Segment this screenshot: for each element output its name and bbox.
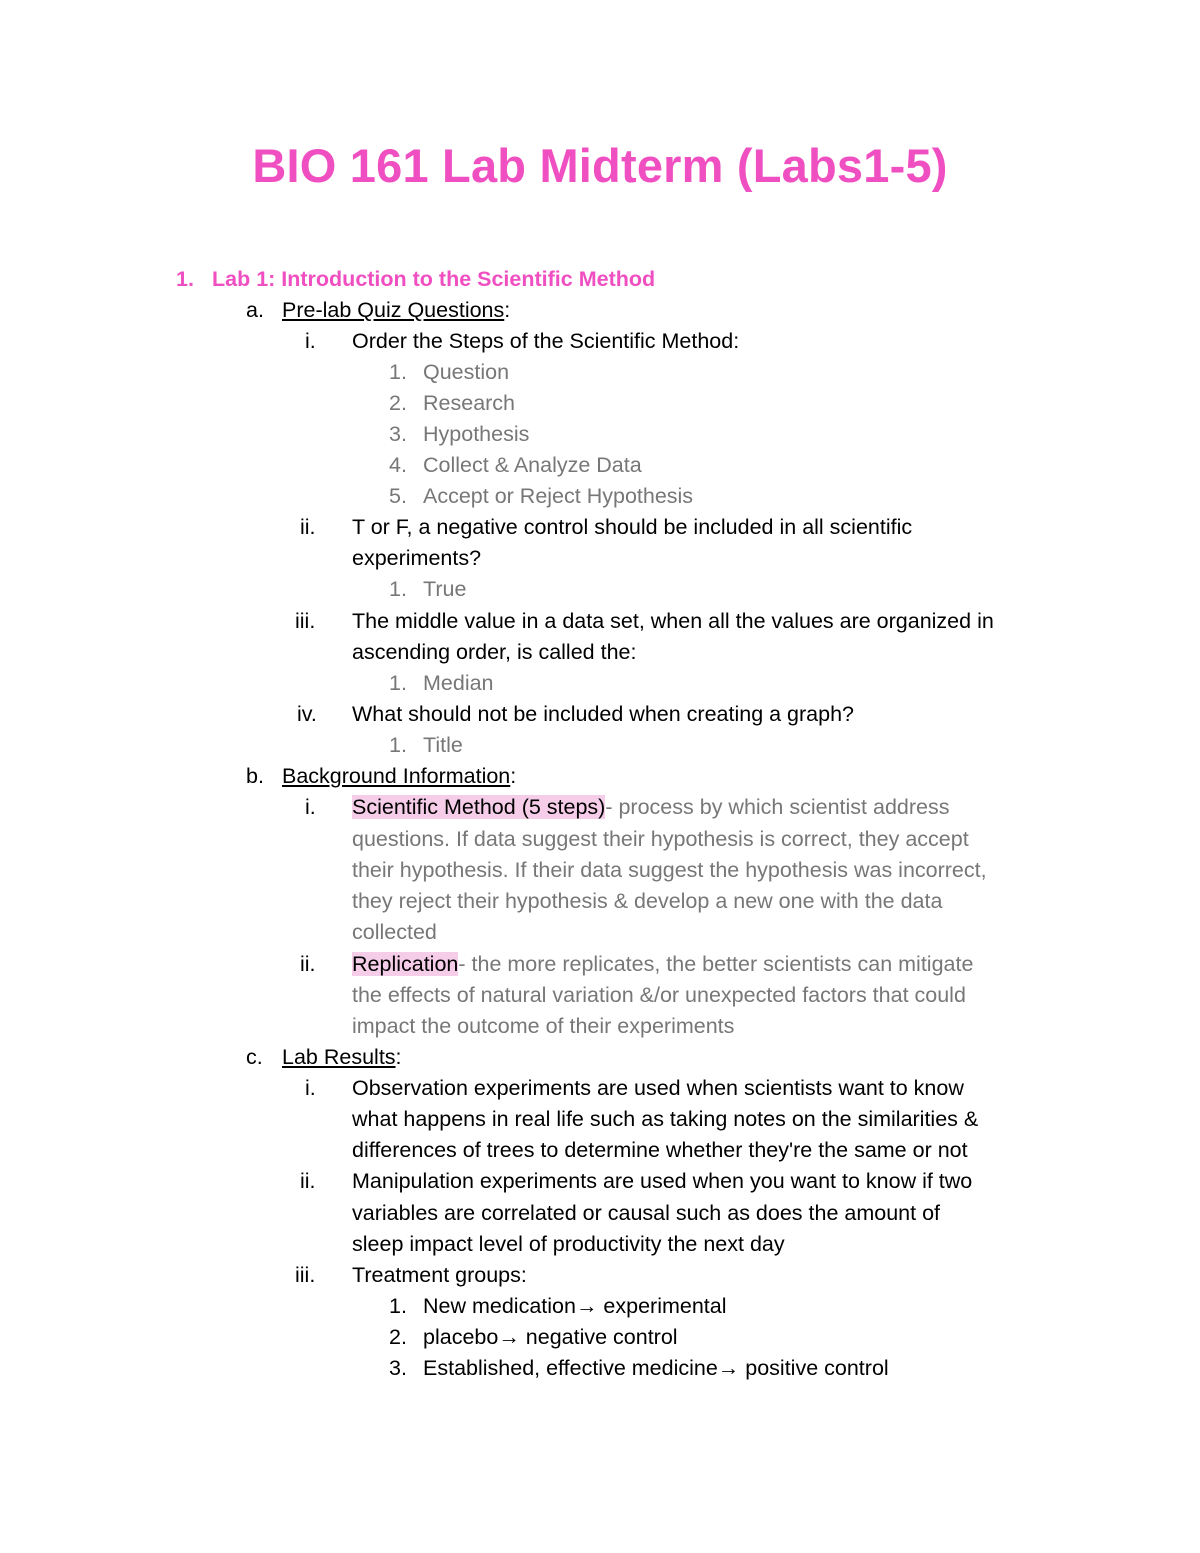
subsection-heading: [282, 761, 516, 792]
answer-text: Accept or Reject Hypothesis: [423, 484, 694, 508]
answer-number: 2.: [389, 391, 407, 415]
group-number: 1.: [389, 1294, 407, 1318]
subsection-label: Background Information: [282, 764, 511, 788]
document-title: BIO 161 Lab Midterm (Labs1-5): [252, 139, 948, 192]
answer-number: 4.: [389, 453, 407, 477]
body-text: Observation experiments are used when scientists want to know: [352, 1076, 964, 1100]
group-text: New medication→ experimental: [423, 1294, 727, 1318]
group-number: 3.: [389, 1356, 407, 1380]
answer-number: 1.: [389, 360, 407, 384]
list-marker: ii.: [300, 952, 316, 976]
question-text: T or F, a negative control should be included in all scientific: [352, 515, 913, 539]
definition-text: the effects of natural variation &/or unexpected factors that could: [352, 983, 966, 1007]
group-number: 2.: [389, 1325, 407, 1349]
list-marker: i.: [305, 795, 316, 819]
answer-text: Collect & Analyze Data: [423, 453, 642, 477]
list-marker: c.: [246, 1045, 263, 1069]
answer-text: True: [423, 577, 467, 601]
list-marker: iv.: [297, 702, 317, 726]
list-marker: iii.: [295, 609, 316, 633]
section-number: 1.: [176, 267, 194, 291]
definition-text: impact the outcome of their experiments: [352, 1014, 735, 1038]
section-heading: Lab 1: Introduction to the Scientific Method: [212, 267, 656, 291]
definition-text: collected: [352, 920, 437, 944]
answer-text: Question: [423, 360, 510, 384]
body-text: what happens in real life such as taking notes on the similarities &: [352, 1107, 979, 1131]
body-text: variables are correlated or causal such as does the amount of: [352, 1201, 940, 1225]
definition-line: [352, 949, 973, 980]
subsection-label: Pre-lab Quiz Questions: [282, 298, 505, 322]
list-marker: i.: [305, 329, 316, 353]
group-text: placebo→ negative control: [423, 1325, 678, 1349]
answer-text: Median: [423, 671, 494, 695]
body-text: Treatment groups:: [352, 1263, 527, 1287]
group-text: Established, effective medicine→ positive control: [423, 1356, 889, 1380]
answer-text: Title: [423, 733, 463, 757]
answer-text: Research: [423, 391, 516, 415]
subsection-heading: [282, 1042, 402, 1073]
body-text: Manipulation experiments are used when you want to know if two: [352, 1169, 973, 1193]
question-text: ascending order, is called the:: [352, 640, 637, 664]
highlighted-term: Replication: [352, 952, 459, 976]
definition-text: - process by which scientist address: [605, 795, 950, 819]
definition-text: their hypothesis. If their data suggest the hypothesis was incorrect,: [352, 858, 987, 882]
question-text: What should not be included when creating a graph?: [352, 702, 855, 726]
answer-number: 3.: [389, 422, 407, 446]
list-marker: i.: [305, 1076, 316, 1100]
answer-number: 5.: [389, 484, 407, 508]
question-text: experiments?: [352, 546, 482, 570]
list-marker: ii.: [300, 1169, 316, 1193]
body-text: differences of trees to determine whether they're the same or not: [352, 1138, 968, 1162]
body-text: sleep impact level of productivity the next day: [352, 1232, 785, 1256]
list-marker: a.: [246, 298, 264, 322]
definition-text: - the more replicates, the better scientists can mitigate: [458, 952, 974, 976]
definition-line: [352, 792, 949, 823]
subsection-heading: [282, 295, 510, 326]
question-text: The middle value in a data set, when all the values are organized in: [352, 609, 994, 633]
list-marker: b.: [246, 764, 264, 788]
colon: :: [510, 764, 517, 788]
answer-number: 1.: [389, 733, 407, 757]
subsection-label: Lab Results: [282, 1045, 396, 1069]
list-marker: iii.: [295, 1263, 316, 1287]
definition-text: questions. If data suggest their hypothesis is correct, they accept: [352, 827, 969, 851]
list-marker: ii.: [300, 515, 316, 539]
definition-text: they reject their hypothesis & develop a new one with the data: [352, 889, 943, 913]
answer-number: 1.: [389, 671, 407, 695]
colon: :: [504, 298, 511, 322]
question-text: Order the Steps of the Scientific Method:: [352, 329, 740, 353]
highlighted-term: Scientific Method (5 steps): [352, 795, 606, 819]
answer-number: 1.: [389, 577, 407, 601]
answer-text: Hypothesis: [423, 422, 530, 446]
colon: :: [395, 1045, 402, 1069]
